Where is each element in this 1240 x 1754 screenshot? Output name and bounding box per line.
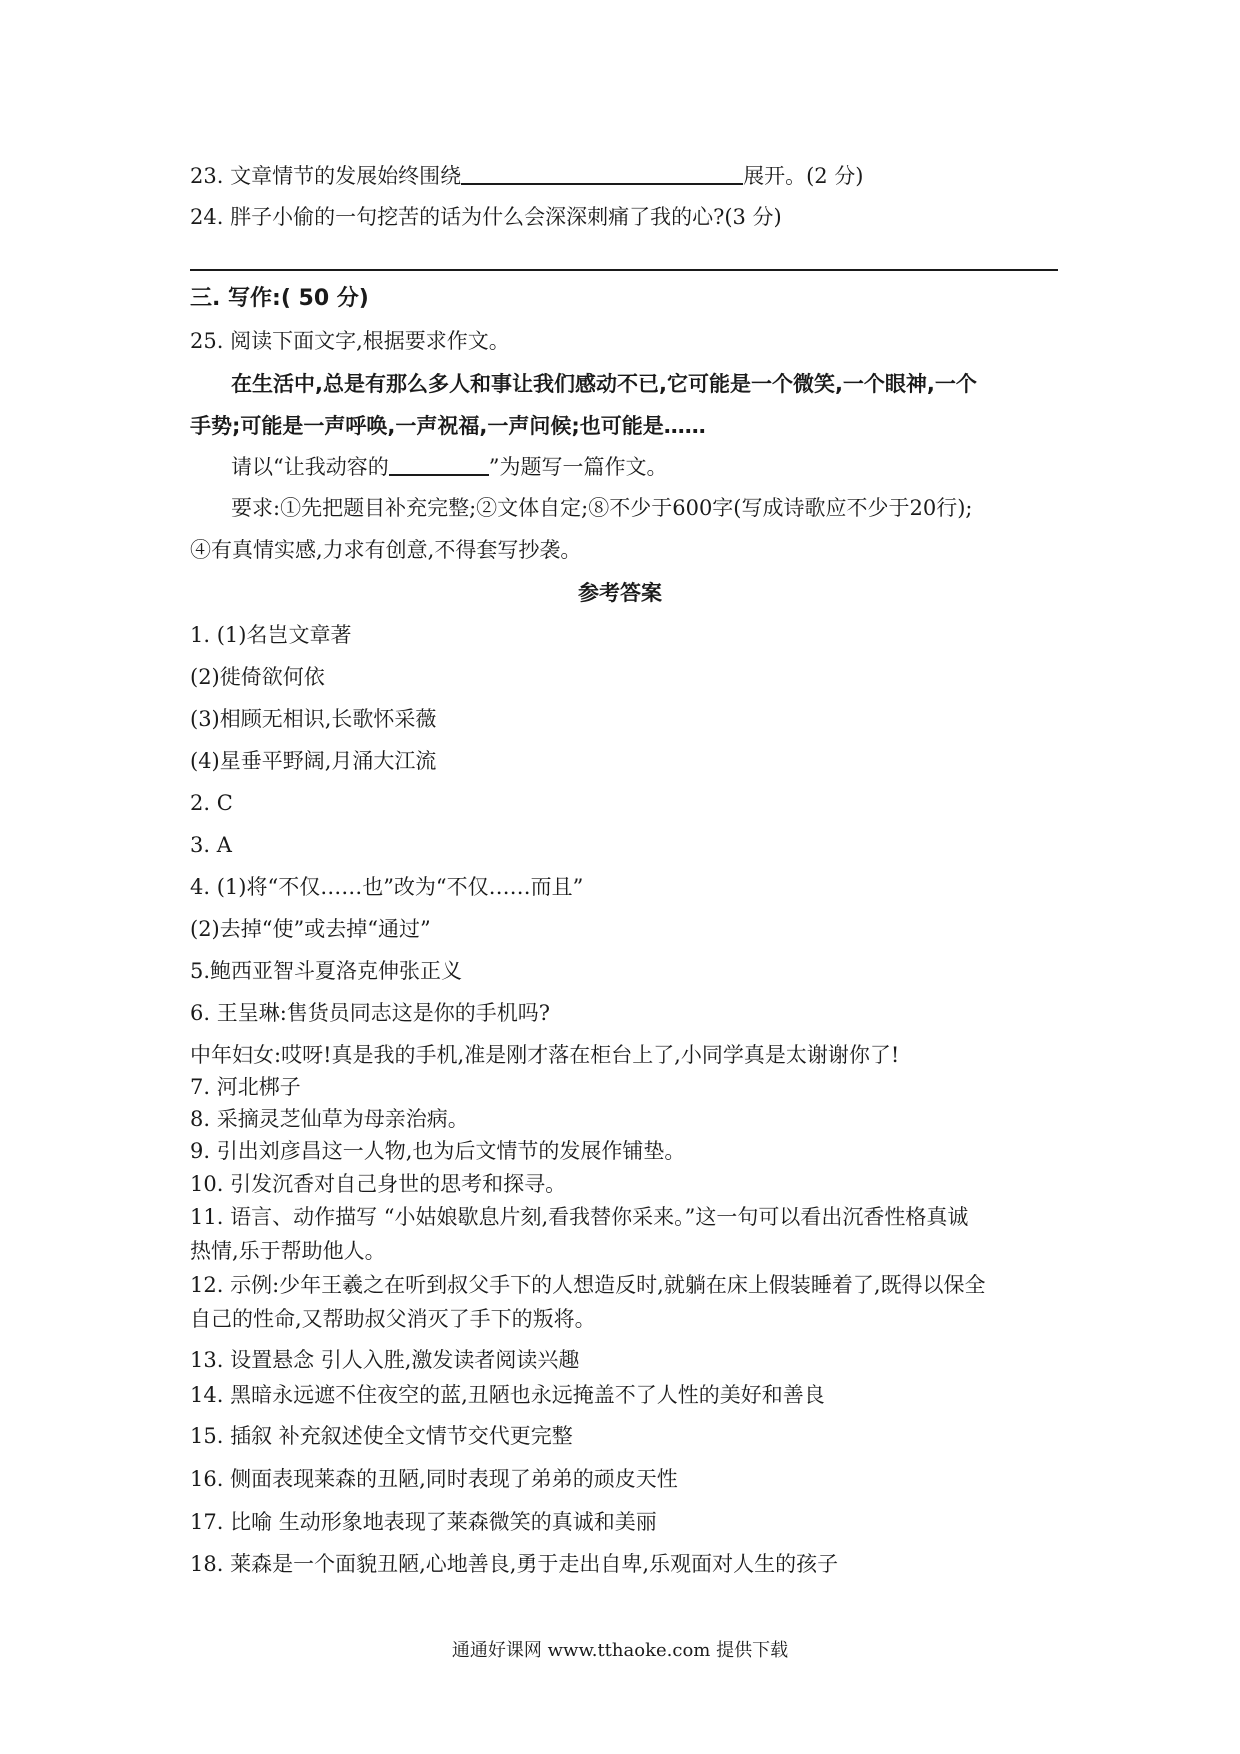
answer-line: 7. 河北梆子 [190,1075,301,1099]
answer-line: (2)去掉“使”或去掉“通过” [190,917,431,941]
answer-line: 13. 设置悬念 引人入胜,激发读者阅读兴趣 [190,1348,580,1372]
question-23-text: 23. 文章情节的发展始终围绕 [190,164,462,188]
answer-line: 11. 语言、动作描写 “小姑娘歇息片刻,看我替你采来。”这一句可以看出沉香性格真诚 [190,1205,969,1229]
answer-line: 5.鲍西亚智斗夏洛克伸张正义 [190,959,463,983]
answer-line: 10. 引发沉香对自己身世的思考和探寻。 [190,1172,567,1196]
section-heading: 三. 写作:( 50 分) [190,286,369,311]
answer-line: 1. (1)名岂文章著 [190,623,352,647]
essay-prompt-tail: ”为题写一篇作文。 [488,455,668,479]
passage-line-1: 在生活中,总是有那么多人和事让我们感动不已,它可能是一个微笑,一个眼神,一个 [231,372,977,396]
answer-line: 16. 侧面表现莱森的丑陋,同时表现了弟弟的顽皮天性 [190,1467,678,1491]
answer-line: 2. C [190,791,233,815]
title-blank [389,454,489,476]
requirements-line-1: 要求:①先把题目补充完整;②文体自定;⑧不少于600字(写成诗歌应不少于20行); [231,496,973,520]
answer-line: 12. 示例:少年王羲之在听到叔父手下的人想造反时,就躺在床上假装睡着了,既得以保全 [190,1273,986,1297]
page-footer: 通通好课网 www.tthaoke.com 提供下载 [451,1640,789,1661]
answer-line: 中年妇女:哎呀!真是我的手机,准是刚才落在柜台上了,小同学真是太谢谢你了! [190,1043,900,1067]
answer-blank [461,163,743,185]
passage-line-2: 手势;可能是一声呼唤,一声祝福,一声问候;也可能是…… [190,414,706,438]
question-23-tail: 展开。(2 分) [743,164,864,188]
question-24: 24. 胖子小偷的一句挖苦的话为什么会深深刺痛了我的心?(3 分) [190,205,782,229]
answer-line: (3)相顾无相识,长歌怀采薇 [190,707,437,731]
answer-line: 热情,乐于帮助他人。 [190,1239,386,1263]
question-25: 25. 阅读下面文字,根据要求作文。 [190,329,510,353]
essay-prompt-text: 请以“让我动容的 [231,455,389,479]
answer-line: 6. 王呈琳:售货员同志这是你的手机吗? [190,1001,551,1025]
answer-line: 8. 采摘灵芝仙草为母亲治病。 [190,1107,469,1131]
answer-line: (4)星垂平野阔,月涌大江流 [190,749,437,773]
answer-line: 18. 莱森是一个面貌丑陋,心地善良,勇于走出自卑,乐观面对人生的孩子 [190,1552,839,1576]
divider-rule [190,269,1058,271]
answer-line: 3. A [190,833,232,857]
answer-line: 15. 插叙 补充叙述使全文情节交代更完整 [190,1424,573,1448]
answer-line: 自己的性命,又帮助叔父消灭了手下的叛将。 [190,1307,596,1331]
answer-line: 4. (1)将“不仅……也”改为“不仅……而且” [190,875,584,899]
answer-line: 14. 黑暗永远遮不住夜空的蓝,丑陋也永远掩盖不了人性的美好和善良 [190,1383,825,1407]
answer-line: (2)徙倚欲何依 [190,665,325,689]
answer-line: 17. 比喻 生动形象地表现了莱森微笑的真诚和美丽 [190,1510,657,1534]
answer-line: 9. 引出刘彦昌这一人物,也为后文情节的发展作铺垫。 [190,1139,686,1163]
essay-prompt [231,453,668,481]
requirements-line-2: ④有真情实感,力求有创意,不得套写抄袭。 [190,538,582,562]
answers-title: 参考答案 [578,581,662,605]
question-23 [190,162,864,190]
